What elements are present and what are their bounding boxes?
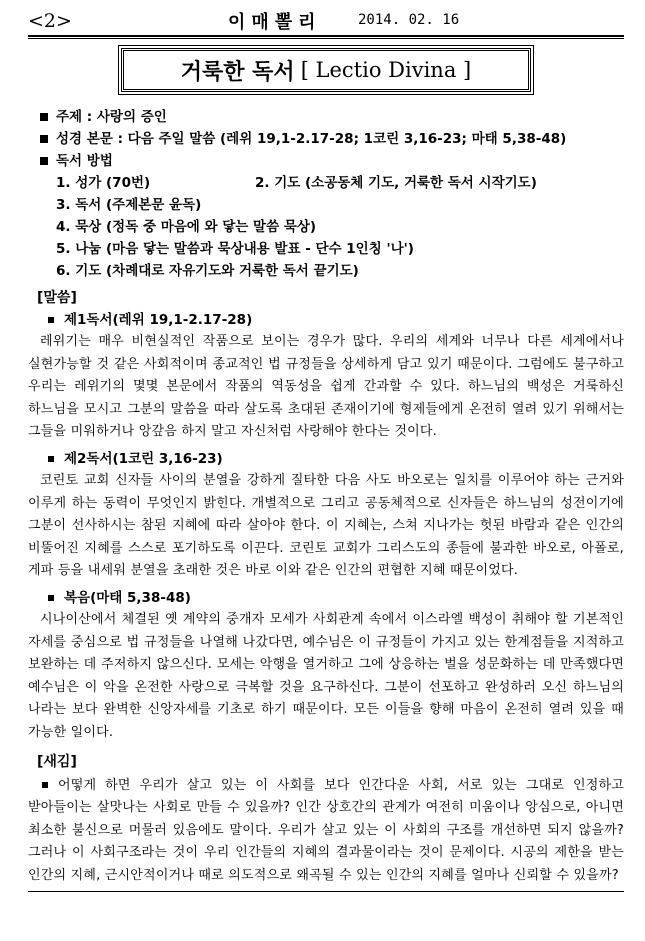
session-info (40, 106, 624, 282)
step-row (40, 172, 624, 194)
issue-date: 2014. 02. 16 (358, 12, 460, 28)
scripture-row (40, 128, 624, 150)
step-row (40, 194, 624, 216)
step-item: 5. 나눔 (마음 닿는 말씀과 묵상내용 발표 - 단수 1인칭 '나') (56, 241, 414, 257)
method-label: 독서 방법 (56, 153, 113, 169)
square-bullet-icon (40, 113, 48, 121)
reading-first (28, 309, 624, 444)
paper-name: 이매뽈리 (228, 12, 322, 33)
square-bullet-icon (48, 595, 54, 601)
page-header (28, 0, 624, 44)
step-item: 2. 기도 (소공동체 기도, 거룩한 독서 시작기도) (255, 175, 537, 191)
reading-second (28, 448, 624, 583)
step-item: 6. 기도 (차례대로 자유기도와 거룩한 독서 끝기도) (56, 263, 359, 279)
words-section-label: [말씀] (37, 290, 77, 306)
header-divider-thin (28, 38, 624, 39)
square-bullet-icon (48, 456, 54, 462)
scripture-text: 성경 본문 : 다음 주일 말씀 (레위 19,1-2.17-28; 1코린 3,16-23; 마태 5,38-48) (56, 131, 567, 147)
step-row (40, 216, 624, 238)
bulletin-page (28, 0, 624, 892)
step-row (40, 260, 624, 282)
reflection-section-label: [새김] (37, 753, 77, 770)
square-bullet-icon (40, 135, 48, 143)
header-divider (28, 35, 624, 37)
reading-text: 코린토 교회 신자들 사이의 분열을 강하게 질타한 다음 사도 바오로는 일치를 이루어야 하는 근거와 이루게 하는 동력이 무엇인지 밝힌다. 개별적으로 그리고 공동체적으로 신자들은 하느님의 성전이기에 그분이 선사하시는 참된 지혜에 따라 살아야 한다. 이 지혜는, 스쳐 지나가는 헛된 바람과 같은 인간의 비뚤어진 지혜를 스스로 포기하도록 이끈다. 코린토 교회가 그리스도의 종들에 불과한 바오로, 아폴로, 게파 등을 내세워 분열을 초래한 것은 바로 이와 같은 인간의 편협한 지혜 때문이었다. (28, 472, 624, 579)
title-main: 거룩한 독서 (180, 59, 295, 85)
reading-text: 레위기는 매우 비현실적인 작품으로 보이는 경우가 많다. 우리의 세계와 너무나 다른 세계에서나 실현가능할 것 같은 사회적이며 종교적인 법 규정들을 상세하게 담고 있기 때문이다. 그럼에도 불구하고 우리는 레위기의 몇몇 본문에서 작품의 역동성을 쉽게 간과할 수 있다. 하느님의 백성은 거룩하신 하느님을 모시고 그분의 말씀을 따라 살도록 초대된 존재이기에 형제들에게 온전히 열려 있기 위해서는 그들을 미워하거나 앙갚음 하지 말고 자신처럼 사랑해야 한다는 것이다. (28, 334, 624, 440)
step-item: 3. 독서 (주제본문 윤독) (56, 197, 202, 213)
bottom-divider (28, 891, 624, 892)
theme-row (40, 106, 624, 128)
reading-title: 제2독서(1코린 3,16-23) (64, 450, 223, 467)
reflection-paragraph (28, 775, 624, 888)
method-row (40, 150, 624, 172)
step-row (40, 238, 624, 260)
method-steps (40, 172, 624, 282)
reading-title: 복음(마태 5,38-48) (64, 589, 191, 606)
page-number: <2> (28, 10, 72, 32)
reading-title: 제1독서(레위 19,1-2.17-28) (64, 312, 253, 328)
page-title (121, 48, 531, 92)
square-bullet-icon (40, 157, 48, 165)
reading-heading (48, 448, 624, 470)
reflection-text: 어떻게 하면 우리가 살고 있는 이 사회를 보다 인간다운 사회, 서로 있는 그대로 인정하고 받아들이는 살맛나는 사회로 만들 수 있을까? 인간 상호간의 관계가 여전히 미움이나 앙심으로, 아니면 최소한 불신으로 머물러 있음에도 말이다. 우리가 살고 있는 이 사회의 구조를 개선하면 되지 않을까? 그러나 이 사회구조라는 것이 우리 인간들의 지혜의 결과물이라는 것이 문제이다. 시공의 제한을 받는 인간의 지혜, 근시안적이거나 때로 의도적으로 왜곡될 수 있는 인간의 지혜를 얼마나 신뢰할 수 있을까? (28, 777, 624, 883)
reading-heading (48, 309, 624, 331)
step-item: 1. 성가 (70번) (56, 175, 151, 191)
theme-text: 주제 : 사랑의 증인 (56, 109, 167, 125)
reading-gospel (28, 587, 624, 745)
step-item: 4. 묵상 (정독 중 마음에 와 닿는 말씀 묵상) (56, 219, 317, 235)
square-bullet-icon (48, 317, 54, 323)
square-bullet-icon (42, 782, 48, 788)
reading-heading (48, 587, 624, 609)
reading-text: 시나이산에서 체결된 옛 계약의 중개자 모세가 사회관계 속에서 이스라엘 백성이 취해야 할 기본적인 자세를 중심으로 법 규정들을 나열해 나갔다면, 예수님은 이 규정들이 가지고 있는 한계점들을 지적하고 보완하는 데 주저하지 않으신다. 모세는 악행을 열거하고 그에 상응하는 벌을 성문화하는 데 만족했다면 예수님은 이 악을 온전한 사랑으로 극복할 것을 요구하신다. 그분이 선포하고 완성하러 오신 하느님의 나라는 보다 완벽한 신앙자세를 기초로 하기 때문이다. 모든 이들을 향해 마음이 온전히 열려 있을 때 가능한 일이다. (28, 611, 624, 740)
title-latin: [ Lectio Divina ] (300, 58, 472, 82)
